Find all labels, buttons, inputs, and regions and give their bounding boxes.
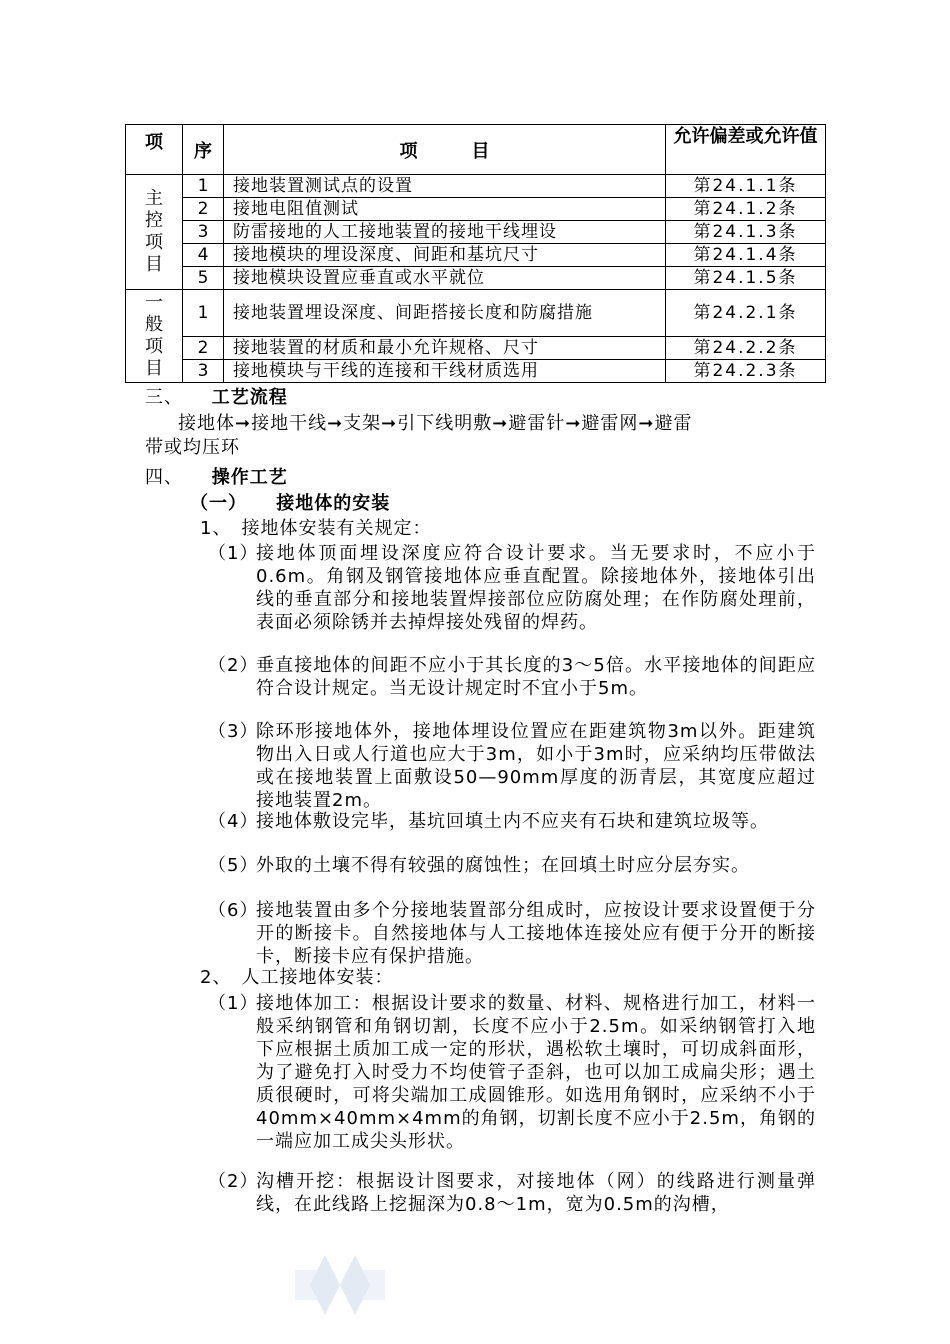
row-item: 接地模块设置应垂直或水平就位 (224, 267, 666, 290)
section-4-number: 四、 (145, 467, 183, 488)
row-clause: 第24.1.1条 (666, 175, 826, 198)
header-allowance: 允许偏差或允许值 (666, 125, 826, 175)
inspection-items-table (125, 124, 826, 383)
item-1-heading: 1、 接地体安装有关规定： (200, 518, 432, 539)
paragraph-label: （5） (208, 855, 259, 876)
paragraph-text: 沟槽开挖：根据设计图要求，对接地体（网）的线路进行测量弹线，在此线路上挖掘深为0.8～1m，宽为0.5m的沟槽， (256, 1171, 816, 1215)
table-row (126, 267, 826, 290)
header-item: 项 目 (224, 125, 666, 175)
row-number: 5 (183, 267, 224, 290)
row-number: 1 (183, 290, 224, 337)
paragraph-label: （6） (208, 900, 259, 921)
section-4-heading (145, 466, 288, 489)
paragraph-text: 接地装置由多个分接地装置部分组成时，应按设计要求设置便于分开的断接卡。自然接地体与人工接地体连接处应有便于分开的断接卡，断接卡应有保护措施。 (256, 900, 816, 967)
header-category: 项 (126, 125, 183, 175)
row-item: 接地装置测试点的设置 (224, 175, 666, 198)
row-number: 3 (183, 360, 224, 383)
watermark-logo-icon (270, 1235, 430, 1335)
row-clause: 第24.1.4条 (666, 244, 826, 267)
item-2-heading: 2、 人工接地体安装： (200, 967, 394, 988)
paragraph-label: （1） (208, 993, 259, 1014)
process-flow-line-1: 接地体➞接地干线➞支架➞引下线明敷➞避雷针➞避雷网➞避雷 (178, 413, 693, 434)
section-3-heading (145, 386, 288, 409)
paragraph-text: 外取的土壤不得有较强的腐蚀性；在回填土时应分层夯实。 (256, 855, 750, 876)
paragraph-label: （3） (208, 721, 259, 742)
row-clause: 第24.1.2条 (666, 198, 826, 221)
paragraph-text: 垂直接地体的间距不应小于其长度的3～5倍。水平接地体的间距应符合设计规定。当无设计规定时不宜小于5m。 (256, 655, 816, 699)
paragraph-label: （2） (208, 655, 259, 676)
group-general: 一 般 项 目 (126, 290, 183, 383)
row-clause: 第24.2.1条 (666, 290, 826, 337)
section-4-title: 操作工艺 (211, 467, 288, 488)
row-clause: 第24.2.3条 (666, 360, 826, 383)
row-item: 接地装置埋设深度、间距搭接长度和防腐措施 (224, 290, 666, 337)
paragraph-text: 除环形接地体外，接地体埋设位置应在距建筑物3m以外。距建筑物出入日或人行道也应大于3m，如小于3m时，应采纳均压带做法或在接地装置上面敷设50—90mm厚度的沥青层，其宽度应超过接地装置2m。 (256, 721, 816, 811)
table-row (126, 221, 826, 244)
row-item: 接地电阻值测试 (224, 198, 666, 221)
paragraph-label: （4） (208, 811, 259, 832)
table-row (126, 175, 826, 198)
row-number: 4 (183, 244, 224, 267)
header-seq: 序 (183, 125, 224, 175)
paragraph-label: （1） (208, 543, 259, 564)
table-header-row (126, 125, 826, 175)
row-clause: 第24.2.2条 (666, 337, 826, 360)
table-row (126, 198, 826, 221)
row-number: 2 (183, 198, 224, 221)
row-item: 接地模块与干线的连接和干线材质选用 (224, 360, 666, 383)
section-3-number: 三、 (145, 387, 183, 408)
row-item: 防雷接地的人工接地装置的接地干线埋设 (224, 221, 666, 244)
paragraph-label: （2） (208, 1171, 259, 1192)
process-flow-line-2: 带或均压环 (145, 437, 240, 458)
subsection-heading (190, 492, 390, 515)
group-main-control: 主 控 项 目 (126, 175, 183, 290)
paragraph-text: 接地体加工：根据设计要求的数量、材料、规格进行加工，材料一般采纳钢管和角钢切割，长度不应小于2.5m。如采纳钢管打入地下应根据土质加工成一定的形状，遇松软土壤时，可切成斜面形，为了避免打入时受力不均使管子歪斜，也可以加工成扁尖形；遇土质很硬时，可将尖端加工成圆锥形。如选用角钢时，应采纳不小于40mm×40mm×4mm的角钢，切割长度不应小于2.5m，角钢的一端应加工成尖头形状。 (256, 993, 816, 1152)
paragraph-text: 接地体顶面埋设深度应符合设计要求。当无要求时，不应小于0.6m。角钢及钢管接地体应垂直配置。除接地体外，接地体引出线的垂直部分和接地装置焊接部位应防腐处理；在作防腐处理前，表面必须除锈并去掉焊接处残留的焊药。 (256, 543, 816, 633)
paragraph-text: 接地体敷设完毕，基坑回填土内不应夹有石块和建筑垃圾等。 (256, 811, 769, 832)
row-clause: 第24.1.3条 (666, 221, 826, 244)
subsection-label: （一） (190, 493, 247, 514)
row-number: 2 (183, 337, 224, 360)
subsection-title: 接地体的安装 (276, 493, 391, 514)
row-item: 接地装置的材质和最小允许规格、尺寸 (224, 337, 666, 360)
table-row (126, 337, 826, 360)
table-row (126, 360, 826, 383)
row-item: 接地模块的埋设深度、间距和基坑尺寸 (224, 244, 666, 267)
table-row (126, 244, 826, 267)
row-number: 3 (183, 221, 224, 244)
row-number: 1 (183, 175, 224, 198)
section-3-title: 工艺流程 (211, 387, 288, 408)
table-row (126, 290, 826, 337)
row-clause: 第24.1.5条 (666, 267, 826, 290)
